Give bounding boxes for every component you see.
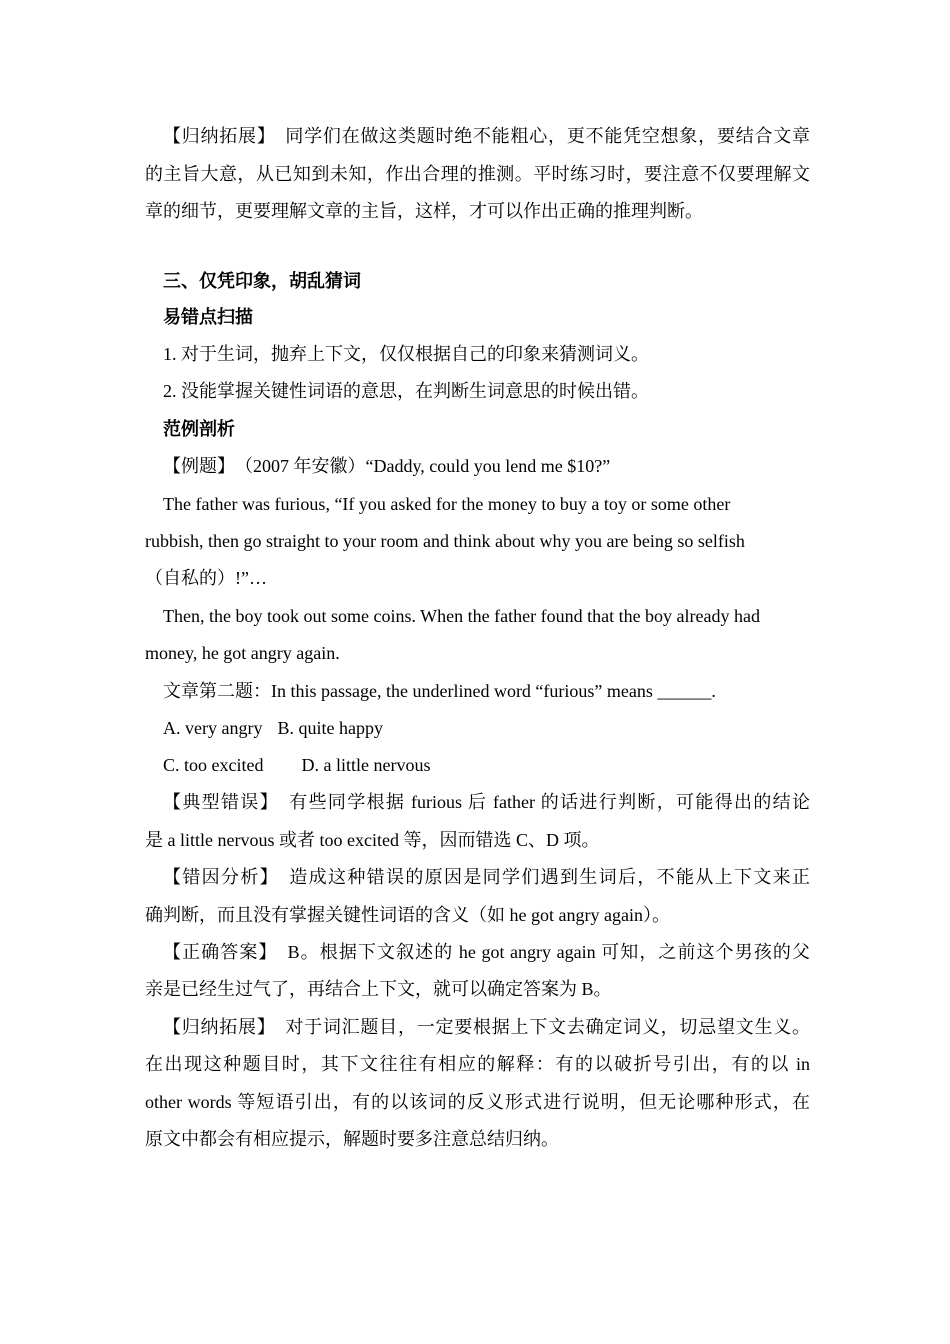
passage-line-5: money, he got angry again. (145, 643, 340, 663)
typical-error-line-1: 【典型错误】 有些同学根据 furious 后 father 的话进行判断，可能得出的结论 (163, 792, 810, 812)
summary2-line-3: other words 等短语引出，有的以该词的反义形式进行说明，但无论哪种形式，在 (145, 1092, 810, 1112)
option-b: B. quite happy (277, 718, 383, 738)
passage-line-1: The father was furious, “If you asked for the money to buy a toy or some other (163, 494, 731, 514)
summary2-line-2: 在出现这种题目时，其下文往往有相应的解释：有的以破折号引出，有的以 in (145, 1054, 810, 1074)
example-header: 【例题】 （2007 年安徽）“Daddy, could you lend me $10?” (163, 456, 611, 476)
passage-line-2: rubbish, then go straight to your room and think about why you are being so selfish (145, 531, 745, 551)
options-row-1 (163, 716, 828, 740)
summary-paragraph-line-1: 【归纳拓展】 同学们在做这类题时绝不能粗心，更不能凭空想象，要结合文章 (163, 126, 810, 146)
section-heading: 三、仅凭印象，胡乱猜词 (163, 271, 361, 291)
summary-paragraph-line-2: 的主旨大意，从已知到未知，作出合理的推测。平时练习时，要注意不仅要理解文 (145, 164, 810, 184)
summary-paragraph-line-3: 章的细节，更要理解文章的主旨，这样，才可以作出正确的推理判断。 (145, 201, 703, 221)
example-analysis-title: 范例剖析 (163, 419, 235, 439)
error-analysis-line-1: 【错因分析】 造成这种错误的原因是同学们遇到生词后，不能从上下文来正 (163, 867, 810, 887)
error-point-2: 2. 没能掌握关键性词语的意思，在判断生词意思的时候出错。 (163, 381, 649, 401)
error-analysis-line-2: 确判断，而且没有掌握关键性词语的含义（如 he got angry again）。 (145, 905, 670, 925)
passage-line-4: Then, the boy took out some coins. When the father found that the boy already had (163, 606, 761, 626)
passage-line-3: （自私的）!”… (145, 568, 267, 588)
error-point-1: 1. 对于生词，抛弃上下文，仅仅根据自己的印象来猜测词义。 (163, 344, 649, 364)
summary2-line-1: 【归纳拓展】 对于词汇题目，一定要根据上下文去确定词义，切忌望文生义。 (163, 1017, 810, 1037)
correct-answer-line-2: 亲是已经生过气了，再结合上下文，就可以确定答案为 B。 (145, 979, 612, 999)
option-a: A. very angry (163, 718, 263, 738)
correct-answer-line-1: 【正确答案】 B。根据下文叙述的 he got angry again 可知，之前这个男孩的父 (163, 942, 810, 962)
typical-error-line-2: 是 a little nervous 或者 too excited 等，因而错选 C、D 项。 (145, 830, 600, 850)
summary2-line-4: 原文中都会有相应提示，解题时要多注意总结归纳。 (145, 1129, 559, 1149)
question-text: 文章第二题：In this passage, the underlined word “furious” means ______. (163, 681, 716, 701)
error-scan-title: 易错点扫描 (163, 307, 253, 327)
option-d: D. a little nervous (301, 755, 431, 775)
options-row-2 (163, 753, 828, 777)
option-c: C. too excited (163, 755, 264, 775)
